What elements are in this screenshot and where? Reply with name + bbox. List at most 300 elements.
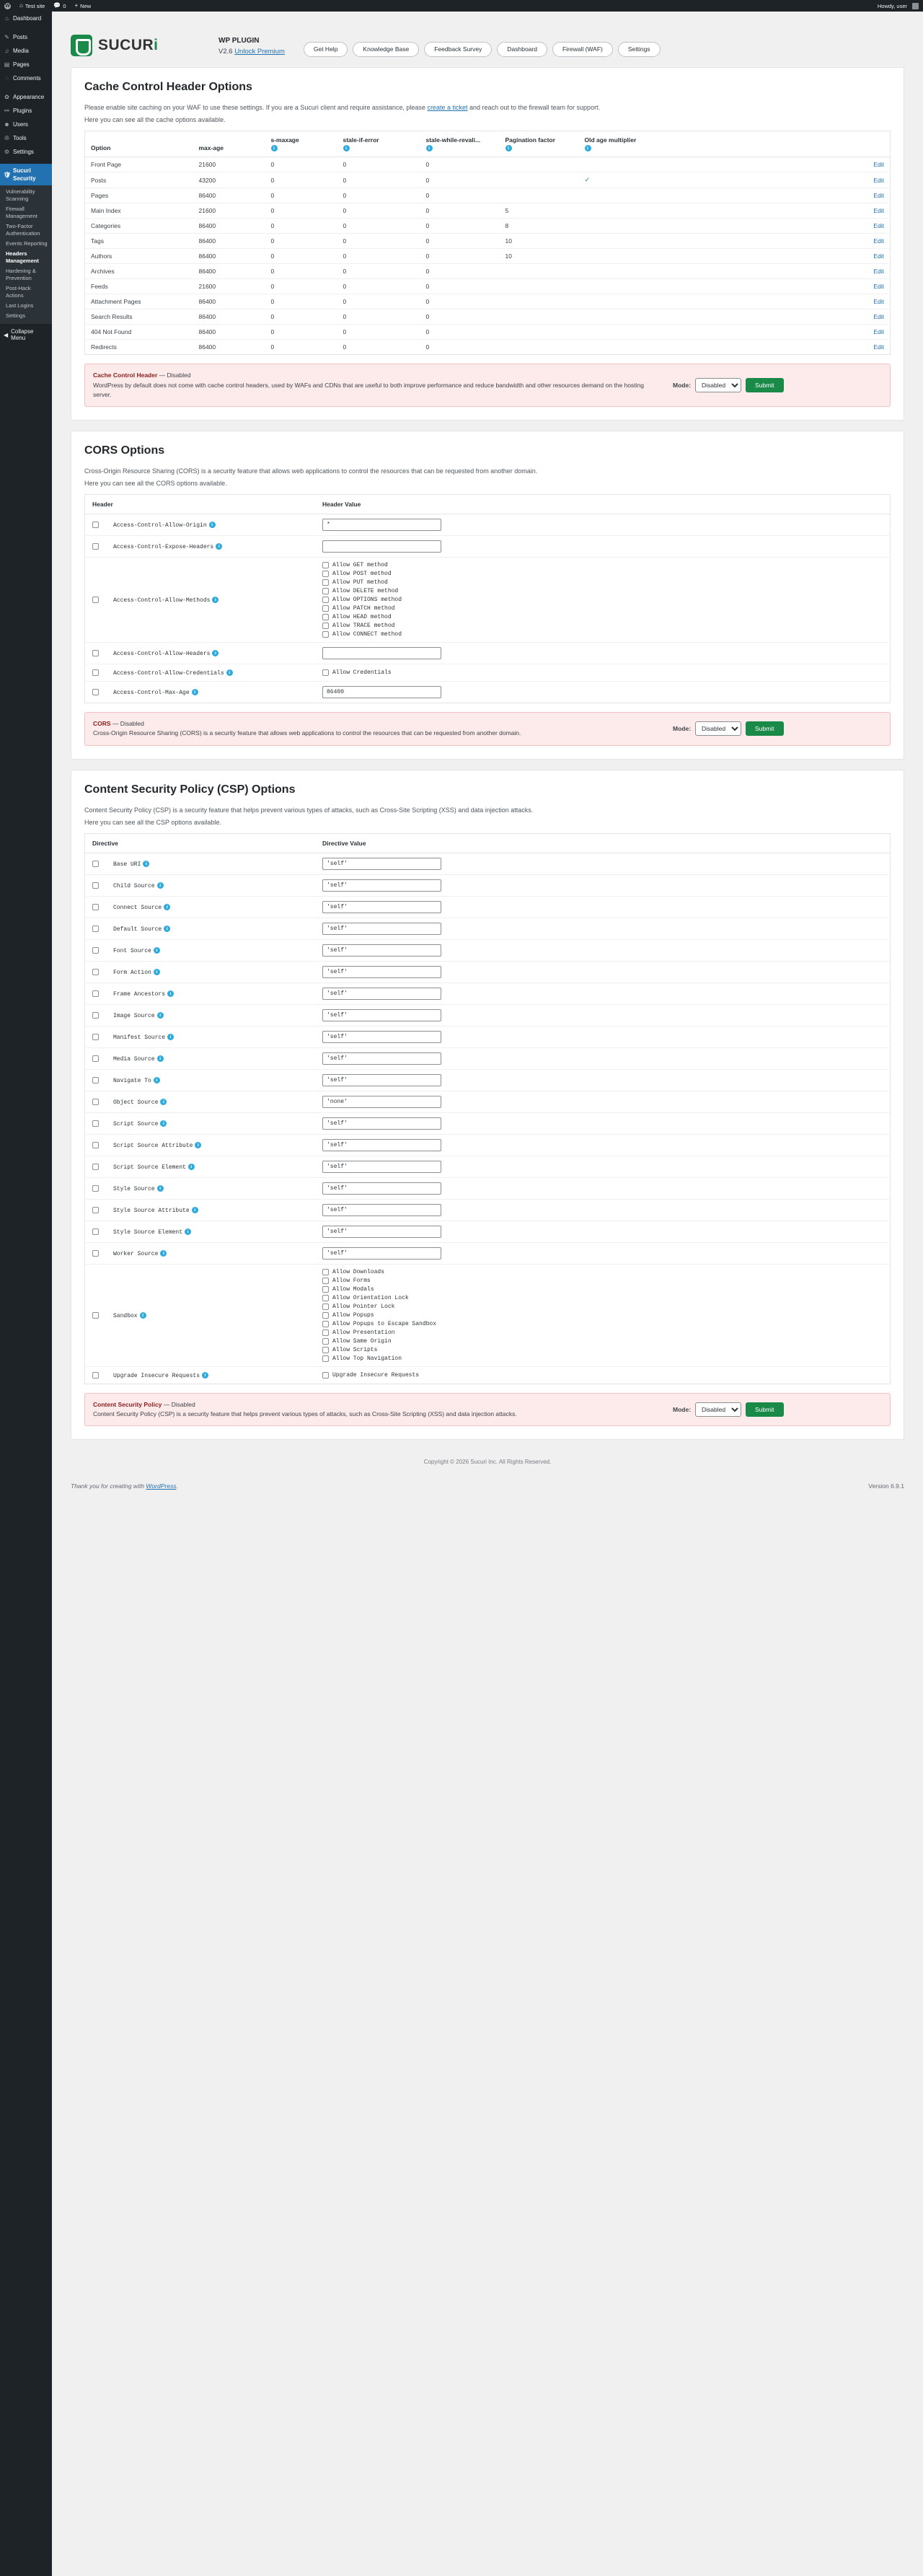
csp-option-checkbox[interactable] xyxy=(322,1312,329,1319)
csp-enable-checkbox[interactable] xyxy=(92,1034,99,1040)
info-icon[interactable]: i xyxy=(185,1228,191,1235)
sidebar-item-posts[interactable] xyxy=(0,30,52,44)
csp-value-input[interactable] xyxy=(322,1074,441,1086)
csp-row-label-cell xyxy=(106,1200,315,1221)
cache-mode-select[interactable] xyxy=(695,378,741,392)
edit-link[interactable]: Edit xyxy=(873,237,884,245)
csp-title: Content Security Policy (CSP) Options xyxy=(84,783,296,796)
sidebar-item-two-factor-authentication[interactable]: Two-Factor Authentication xyxy=(6,223,40,237)
info-icon[interactable]: i xyxy=(157,1185,164,1192)
col-actions xyxy=(658,131,891,157)
sidebar-item-events-reporting[interactable]: Events Reporting xyxy=(6,240,48,247)
cell-s-maxage: 0 xyxy=(265,309,337,325)
cell-pagination-factor xyxy=(500,279,579,294)
footer-thanks-after: . xyxy=(176,1482,178,1490)
csp-option-label: Allow Scripts xyxy=(332,1347,378,1354)
plugin-title: WP PLUGIN xyxy=(218,37,260,45)
cors-row-label: Access-Control-Allow-Origin xyxy=(113,522,207,529)
csp-row-label: Script Source xyxy=(113,1121,159,1128)
csp-option-checkbox[interactable] xyxy=(322,1329,329,1336)
cors-row-label-cell xyxy=(106,643,315,664)
cache-desc-before: Please enable site caching on your WAF to use these settings. If you are a Sucuri client and require assistance, please xyxy=(84,104,428,111)
csp-value-input[interactable] xyxy=(322,1182,441,1195)
csp-option-checkbox[interactable] xyxy=(322,1355,329,1362)
info-icon[interactable]: i xyxy=(160,1120,167,1127)
csp-value-input[interactable] xyxy=(322,1117,441,1130)
info-icon[interactable]: i xyxy=(271,145,278,151)
csp-value-input[interactable] xyxy=(322,966,441,978)
cache-notice-text xyxy=(93,371,663,400)
my-account-menu[interactable] xyxy=(873,0,923,12)
edit-link[interactable]: Edit xyxy=(873,222,884,230)
cell-max-age: 21600 xyxy=(193,279,265,294)
csp-option-checkbox[interactable] xyxy=(322,1295,329,1301)
info-icon[interactable]: i xyxy=(585,145,591,151)
csp-enable-checkbox[interactable] xyxy=(92,926,99,932)
knowledge-base-button[interactable]: Knowledge Base xyxy=(353,42,419,57)
csp-option-row xyxy=(322,1269,883,1275)
edit-link[interactable]: Edit xyxy=(873,283,884,291)
info-icon[interactable]: i xyxy=(154,969,160,975)
media-icon: ♫ xyxy=(4,48,9,54)
cors-option-checkbox[interactable] xyxy=(322,631,329,638)
csp-row-label: Frame Ancestors xyxy=(113,991,166,998)
csp-option-row xyxy=(322,1372,883,1379)
info-icon[interactable]: i xyxy=(160,1099,167,1105)
col-old-age-label: Old age multiplier xyxy=(584,136,637,144)
sidebar-item-comments[interactable] xyxy=(0,71,52,85)
info-icon[interactable]: i xyxy=(195,1142,201,1148)
csp-notice-heading: Content Security Policy xyxy=(93,1401,162,1409)
cors-value-input[interactable] xyxy=(322,647,441,659)
cell-stale-if-error: 0 xyxy=(337,188,420,203)
info-icon[interactable]: i xyxy=(212,650,218,656)
table-row xyxy=(85,279,891,294)
cors-option-checkbox[interactable] xyxy=(322,623,329,629)
comments-menu[interactable] xyxy=(49,0,70,12)
csp-value-input[interactable] xyxy=(322,1247,441,1260)
sidebar-item-pages[interactable] xyxy=(0,58,52,71)
cors-value-input[interactable] xyxy=(322,686,441,698)
site-name-menu[interactable] xyxy=(15,0,49,12)
csp-value-input[interactable] xyxy=(322,1031,441,1043)
info-icon[interactable]: i xyxy=(426,145,433,151)
csp-row-label-cell xyxy=(106,918,315,940)
cell-actions xyxy=(658,264,891,279)
collapse-menu-button[interactable] xyxy=(0,324,52,346)
cache-options-table xyxy=(84,131,891,355)
cors-value-input[interactable] xyxy=(322,519,441,531)
table-row xyxy=(85,1048,891,1070)
sidebar-item-label: Comments xyxy=(13,75,41,82)
csp-notice-status: — Disabled xyxy=(163,1401,195,1409)
csp-enable-checkbox[interactable] xyxy=(92,1164,99,1170)
footer-thanks-before: Thank you for creating with xyxy=(71,1482,146,1490)
sidebar-item-headers-management[interactable]: Headers Management xyxy=(6,250,39,264)
cors-row-checkbox-cell xyxy=(85,558,107,643)
cors-option-checkbox[interactable] xyxy=(322,588,329,594)
csp-enable-checkbox[interactable] xyxy=(92,1250,99,1257)
csp-row-label-cell xyxy=(106,1048,315,1070)
info-icon[interactable]: i xyxy=(167,1034,174,1040)
csp-row-value-cell xyxy=(315,983,891,1005)
csp-value-input[interactable] xyxy=(322,944,441,957)
csp-value-input[interactable] xyxy=(322,1139,441,1151)
cell-actions xyxy=(658,279,891,294)
cors-value-input[interactable] xyxy=(322,540,441,553)
cors-option-checkbox[interactable] xyxy=(322,579,329,586)
enabled-check-icon: ✓ xyxy=(584,176,591,184)
csp-enable-checkbox[interactable] xyxy=(92,1099,99,1105)
info-icon[interactable]: i xyxy=(212,597,218,603)
page-icon: ▤ xyxy=(4,61,10,68)
csp-mode-select[interactable] xyxy=(695,1402,741,1417)
firewall-waf-button[interactable]: Firewall (WAF) xyxy=(552,42,613,57)
csp-value-input[interactable] xyxy=(322,901,441,913)
info-icon[interactable]: i xyxy=(226,669,233,676)
col-pagination-label: Pagination factor xyxy=(505,136,555,144)
csp-notice-controls xyxy=(673,1402,784,1417)
sidebar-item-label: Sucuri Security xyxy=(13,167,36,182)
sidebar-item-sucuri-settings[interactable]: Settings xyxy=(6,312,26,319)
cell-max-age: 86400 xyxy=(193,309,265,325)
csp-option-checkbox[interactable] xyxy=(322,1338,329,1345)
csp-enable-checkbox[interactable] xyxy=(92,882,99,889)
csp-row-value-cell xyxy=(315,1027,891,1048)
csp-enable-checkbox[interactable] xyxy=(92,969,99,975)
csp-row-label-cell xyxy=(106,1091,315,1113)
cors-row-checkbox-cell xyxy=(85,643,107,664)
cell-old-age-multiplier xyxy=(579,279,658,294)
table-row xyxy=(85,1156,891,1178)
table-row xyxy=(85,1265,891,1367)
wp-footer xyxy=(52,1472,923,1503)
sidebar-item-post-hack-actions[interactable]: Post-Hack Actions xyxy=(6,285,31,299)
csp-value-input[interactable] xyxy=(322,923,441,935)
cell-s-maxage: 0 xyxy=(265,325,337,340)
sidebar-item-hardening-prevention[interactable]: Hardening & Prevention xyxy=(6,268,36,281)
csp-enable-checkbox[interactable] xyxy=(92,1012,99,1019)
settings-gear-icon: ⚙ xyxy=(4,149,10,155)
cors-table-body xyxy=(85,514,891,703)
sucuri-page xyxy=(52,12,923,1472)
cors-mode-select[interactable] xyxy=(695,721,741,736)
csp-value-input[interactable] xyxy=(322,1226,441,1238)
csp-value-input[interactable] xyxy=(322,858,441,870)
cache-desc-after: and reach out to the firewall team for support. xyxy=(467,104,601,111)
csp-value-input[interactable] xyxy=(322,988,441,1000)
sidebar-item-appearance[interactable] xyxy=(0,90,52,104)
csp-option-checkbox[interactable] xyxy=(322,1278,329,1284)
csp-option-checkbox[interactable] xyxy=(322,1372,329,1379)
csp-value-input[interactable] xyxy=(322,879,441,892)
csp-row-label-cell xyxy=(106,940,315,962)
csp-option-checkbox[interactable] xyxy=(322,1269,329,1275)
sidebar-item-plugins[interactable] xyxy=(0,104,52,118)
csp-row-checkbox-cell xyxy=(85,1221,107,1243)
cache-mode-label: Mode: xyxy=(673,382,692,390)
cell-pagination-factor: 10 xyxy=(500,249,579,264)
cell-max-age: 86400 xyxy=(193,294,265,309)
shield-icon: 🛡 xyxy=(4,171,12,178)
csp-enable-checkbox[interactable] xyxy=(92,947,99,954)
csp-row-label: Media Source xyxy=(113,1056,155,1063)
cors-row-value-cell xyxy=(315,536,891,558)
edit-link[interactable]: Edit xyxy=(873,252,884,260)
csp-row-label-cell xyxy=(106,1070,315,1091)
table-header-row xyxy=(85,834,891,853)
cell-old-age-multiplier xyxy=(579,219,658,234)
csp-notice-body: Content Security Policy (CSP) is a security feature that helps prevent various types of attacks, such as Cross-Site Scripting (XSS) and data injection attacks. xyxy=(93,1410,517,1418)
info-icon[interactable]: i xyxy=(343,145,350,151)
plus-icon: + xyxy=(74,2,79,9)
settings-button[interactable]: Settings xyxy=(618,42,661,57)
table-row xyxy=(85,853,891,875)
create-ticket-link[interactable]: create a ticket xyxy=(427,104,468,111)
cors-option-checkbox[interactable] xyxy=(322,614,329,620)
cell-max-age: 86400 xyxy=(193,264,265,279)
csp-option-row xyxy=(322,1295,883,1301)
users-icon: ☻ xyxy=(4,121,10,128)
csp-value-input[interactable] xyxy=(322,1204,441,1216)
tools-icon: ✇ xyxy=(4,135,9,141)
info-icon[interactable]: i xyxy=(216,543,222,550)
sidebar-item-label: Settings xyxy=(13,149,34,155)
cell-actions xyxy=(658,188,891,203)
plugin-version-row xyxy=(218,47,285,57)
edit-link[interactable]: Edit xyxy=(873,268,884,276)
info-icon[interactable]: i xyxy=(154,947,160,954)
table-row xyxy=(85,1027,891,1048)
cors-option-row xyxy=(322,579,883,586)
csp-row-label: Child Source xyxy=(113,883,155,890)
csp-enable-checkbox[interactable] xyxy=(92,1372,99,1379)
edit-link[interactable]: Edit xyxy=(873,343,884,351)
get-help-button[interactable]: Get Help xyxy=(304,42,348,57)
table-row xyxy=(85,643,891,664)
csp-enable-checkbox[interactable] xyxy=(92,861,99,867)
cors-enable-checkbox[interactable] xyxy=(92,543,99,550)
menu-separator xyxy=(0,85,52,90)
csp-enable-checkbox[interactable] xyxy=(92,1185,99,1192)
cors-option-checkbox[interactable] xyxy=(322,571,329,577)
cors-notice-status: — Disabled xyxy=(112,720,144,728)
cell-stale-while: 0 xyxy=(420,309,500,325)
csp-option-checkbox[interactable] xyxy=(322,1304,329,1310)
csp-submit-button[interactable]: Submit xyxy=(746,1402,783,1417)
cell-pagination-factor: 8 xyxy=(500,219,579,234)
cors-row-label-cell xyxy=(106,536,315,558)
table-header-row xyxy=(85,131,891,157)
csp-option-label: Allow Downloads xyxy=(332,1269,385,1276)
unlock-premium-link[interactable]: Unlock Premium xyxy=(234,47,285,56)
csp-enable-checkbox[interactable] xyxy=(92,1142,99,1148)
sidebar-item-tools[interactable] xyxy=(0,131,52,145)
info-icon[interactable]: i xyxy=(202,1372,208,1379)
info-icon[interactable]: i xyxy=(140,1312,146,1319)
table-row xyxy=(85,234,891,249)
info-icon[interactable]: i xyxy=(157,1055,164,1062)
cors-row-checkbox-cell xyxy=(85,514,107,536)
info-icon[interactable]: i xyxy=(154,1077,160,1083)
cors-notice-controls xyxy=(673,721,784,736)
csp-row-value-cell xyxy=(315,1048,891,1070)
sidebar-item-firewall-management[interactable]: Firewall Management xyxy=(6,206,37,219)
cors-option-checkbox[interactable] xyxy=(322,669,329,676)
csp-option-checkbox[interactable] xyxy=(322,1286,329,1293)
cell-stale-if-error: 0 xyxy=(343,343,347,351)
col-pagination-factor xyxy=(500,131,579,157)
cell-actions xyxy=(658,234,891,249)
edit-link[interactable]: Edit xyxy=(873,328,884,336)
edit-link[interactable]: Edit xyxy=(873,313,884,321)
info-icon[interactable]: i xyxy=(143,861,149,867)
csp-row-label: Style Source Attribute xyxy=(113,1208,190,1215)
cell-stale-while: 0 xyxy=(420,325,500,340)
cell-option: Redirects xyxy=(91,343,117,351)
csp-option-checkbox[interactable] xyxy=(322,1347,329,1353)
table-row xyxy=(85,1178,891,1200)
csp-row-label-cell xyxy=(106,1027,315,1048)
cell-option: Search Results xyxy=(85,309,193,325)
site-name-label: Test site xyxy=(25,2,45,9)
col-stale-if-error-label: stale-if-error xyxy=(343,136,379,144)
csp-row-checkbox-cell xyxy=(85,1048,107,1070)
edit-link[interactable]: Edit xyxy=(873,176,884,184)
brand-name-accent: i xyxy=(154,37,159,53)
cell-pagination-factor xyxy=(500,264,579,279)
csp-table-body xyxy=(85,853,891,1384)
sidebar-item-media[interactable] xyxy=(0,44,52,58)
cors-option-checkbox[interactable] xyxy=(322,562,329,568)
csp-option-row xyxy=(322,1278,883,1284)
csp-row-value-cell xyxy=(315,1113,891,1135)
dashboard-button[interactable]: Dashboard xyxy=(497,42,547,57)
csp-enable-checkbox[interactable] xyxy=(92,1228,99,1235)
csp-option-row xyxy=(322,1321,883,1327)
sidebar-item-last-logins[interactable]: Last Logins xyxy=(6,302,34,309)
csp-value-input[interactable] xyxy=(322,1009,441,1021)
info-icon[interactable]: i xyxy=(188,1164,195,1170)
info-icon[interactable]: i xyxy=(164,904,170,910)
csp-enable-checkbox[interactable] xyxy=(92,1207,99,1213)
csp-row-label-cell xyxy=(106,875,315,897)
cors-enable-checkbox[interactable] xyxy=(92,669,99,676)
csp-row-value-cell xyxy=(315,1178,891,1200)
info-icon[interactable]: i xyxy=(167,990,174,997)
edit-link[interactable]: Edit xyxy=(873,161,884,169)
cors-option-row xyxy=(322,562,883,568)
cors-row-label-cell xyxy=(106,682,315,703)
sidebar-item-vulnerability-scanning[interactable]: Vulnerability Scanning xyxy=(6,188,35,202)
cache-status-notice xyxy=(84,364,891,407)
csp-option-checkbox[interactable] xyxy=(322,1321,329,1327)
csp-row-value-cell xyxy=(315,1156,891,1178)
sidebar-item-dashboard[interactable] xyxy=(0,12,52,25)
cors-option-row xyxy=(322,631,883,638)
cell-s-maxage: 0 xyxy=(265,157,337,172)
sidebar-item-label: Tools xyxy=(13,135,27,141)
edit-link[interactable]: Edit xyxy=(873,207,884,215)
info-icon[interactable]: i xyxy=(505,145,512,151)
csp-enable-checkbox[interactable] xyxy=(92,904,99,910)
cell-old-age-multiplier xyxy=(579,340,658,355)
col-header-value: Header Value xyxy=(315,495,891,514)
info-icon[interactable]: i xyxy=(192,1207,198,1213)
cell-stale-if-error: 0 xyxy=(337,234,420,249)
cors-enable-checkbox[interactable] xyxy=(92,597,99,603)
csp-enable-checkbox[interactable] xyxy=(92,1120,99,1127)
cache-submit-button[interactable]: Submit xyxy=(746,378,783,392)
cell-s-maxage: 0 xyxy=(265,249,337,264)
info-icon[interactable]: i xyxy=(192,689,198,695)
new-content-menu[interactable] xyxy=(71,0,96,12)
pin-icon: ✎ xyxy=(4,34,9,40)
table-header-row xyxy=(85,495,891,514)
cors-submit-button[interactable]: Submit xyxy=(746,721,783,736)
cell-max-age: 21600 xyxy=(193,157,265,172)
collapse-menu-label: Collapse Menu xyxy=(11,328,34,341)
wp-logo-menu[interactable] xyxy=(0,0,15,12)
csp-mode-label: Mode: xyxy=(673,1406,692,1414)
edit-link[interactable]: Edit xyxy=(873,298,884,306)
csp-enable-checkbox[interactable] xyxy=(92,1312,99,1319)
col-header: Header xyxy=(85,495,316,514)
cors-option-label: Allow Credentials xyxy=(332,669,392,677)
sidebar-item-settings[interactable] xyxy=(0,145,52,159)
cors-enable-checkbox[interactable] xyxy=(92,689,99,695)
cors-option-checkbox[interactable] xyxy=(322,605,329,612)
info-icon[interactable]: i xyxy=(160,1250,167,1257)
csp-row-checkbox-cell xyxy=(85,1265,107,1367)
cors-enable-checkbox[interactable] xyxy=(92,650,99,656)
csp-enable-checkbox[interactable] xyxy=(92,1055,99,1062)
cell-actions xyxy=(658,294,891,309)
cell-stale-if-error: 0 xyxy=(337,172,420,188)
sucuri-submenu xyxy=(0,185,52,324)
cell-option: Attachment Pages xyxy=(85,294,193,309)
sidebar-item-users[interactable] xyxy=(0,118,52,131)
new-label: New xyxy=(80,2,92,9)
feedback-survey-button[interactable]: Feedback Survey xyxy=(424,42,492,57)
csp-option-label: Allow Popups to Escape Sandbox xyxy=(332,1321,437,1328)
csp-option-row xyxy=(322,1312,883,1319)
sucuri-logo-icon xyxy=(71,35,92,56)
cors-option-checkbox[interactable] xyxy=(322,597,329,603)
info-icon[interactable]: i xyxy=(157,882,164,889)
cors-enable-checkbox[interactable] xyxy=(92,522,99,528)
csp-row-value-cell xyxy=(315,897,891,918)
cell-stale-if-error: 0 xyxy=(337,294,420,309)
edit-link[interactable]: Edit xyxy=(873,192,884,200)
csp-value-input[interactable] xyxy=(322,1096,441,1108)
cell-option: Feeds xyxy=(85,279,193,294)
table-row xyxy=(85,918,891,940)
csp-enable-checkbox[interactable] xyxy=(92,990,99,997)
admin-bar xyxy=(0,0,923,12)
cell-option: Front Page xyxy=(85,157,193,172)
cell-actions xyxy=(658,249,891,264)
sidebar-item-sucuri-security[interactable] xyxy=(0,164,52,185)
csp-option-label: Allow Pointer Lock xyxy=(332,1304,395,1311)
csp-value-input[interactable] xyxy=(322,1161,441,1173)
wordpress-link[interactable]: WordPress xyxy=(146,1482,177,1490)
info-icon[interactable]: i xyxy=(164,926,170,932)
info-icon[interactable]: i xyxy=(157,1012,164,1019)
csp-enable-checkbox[interactable] xyxy=(92,1077,99,1083)
csp-value-input[interactable] xyxy=(322,1052,441,1065)
info-icon[interactable]: i xyxy=(209,522,216,528)
